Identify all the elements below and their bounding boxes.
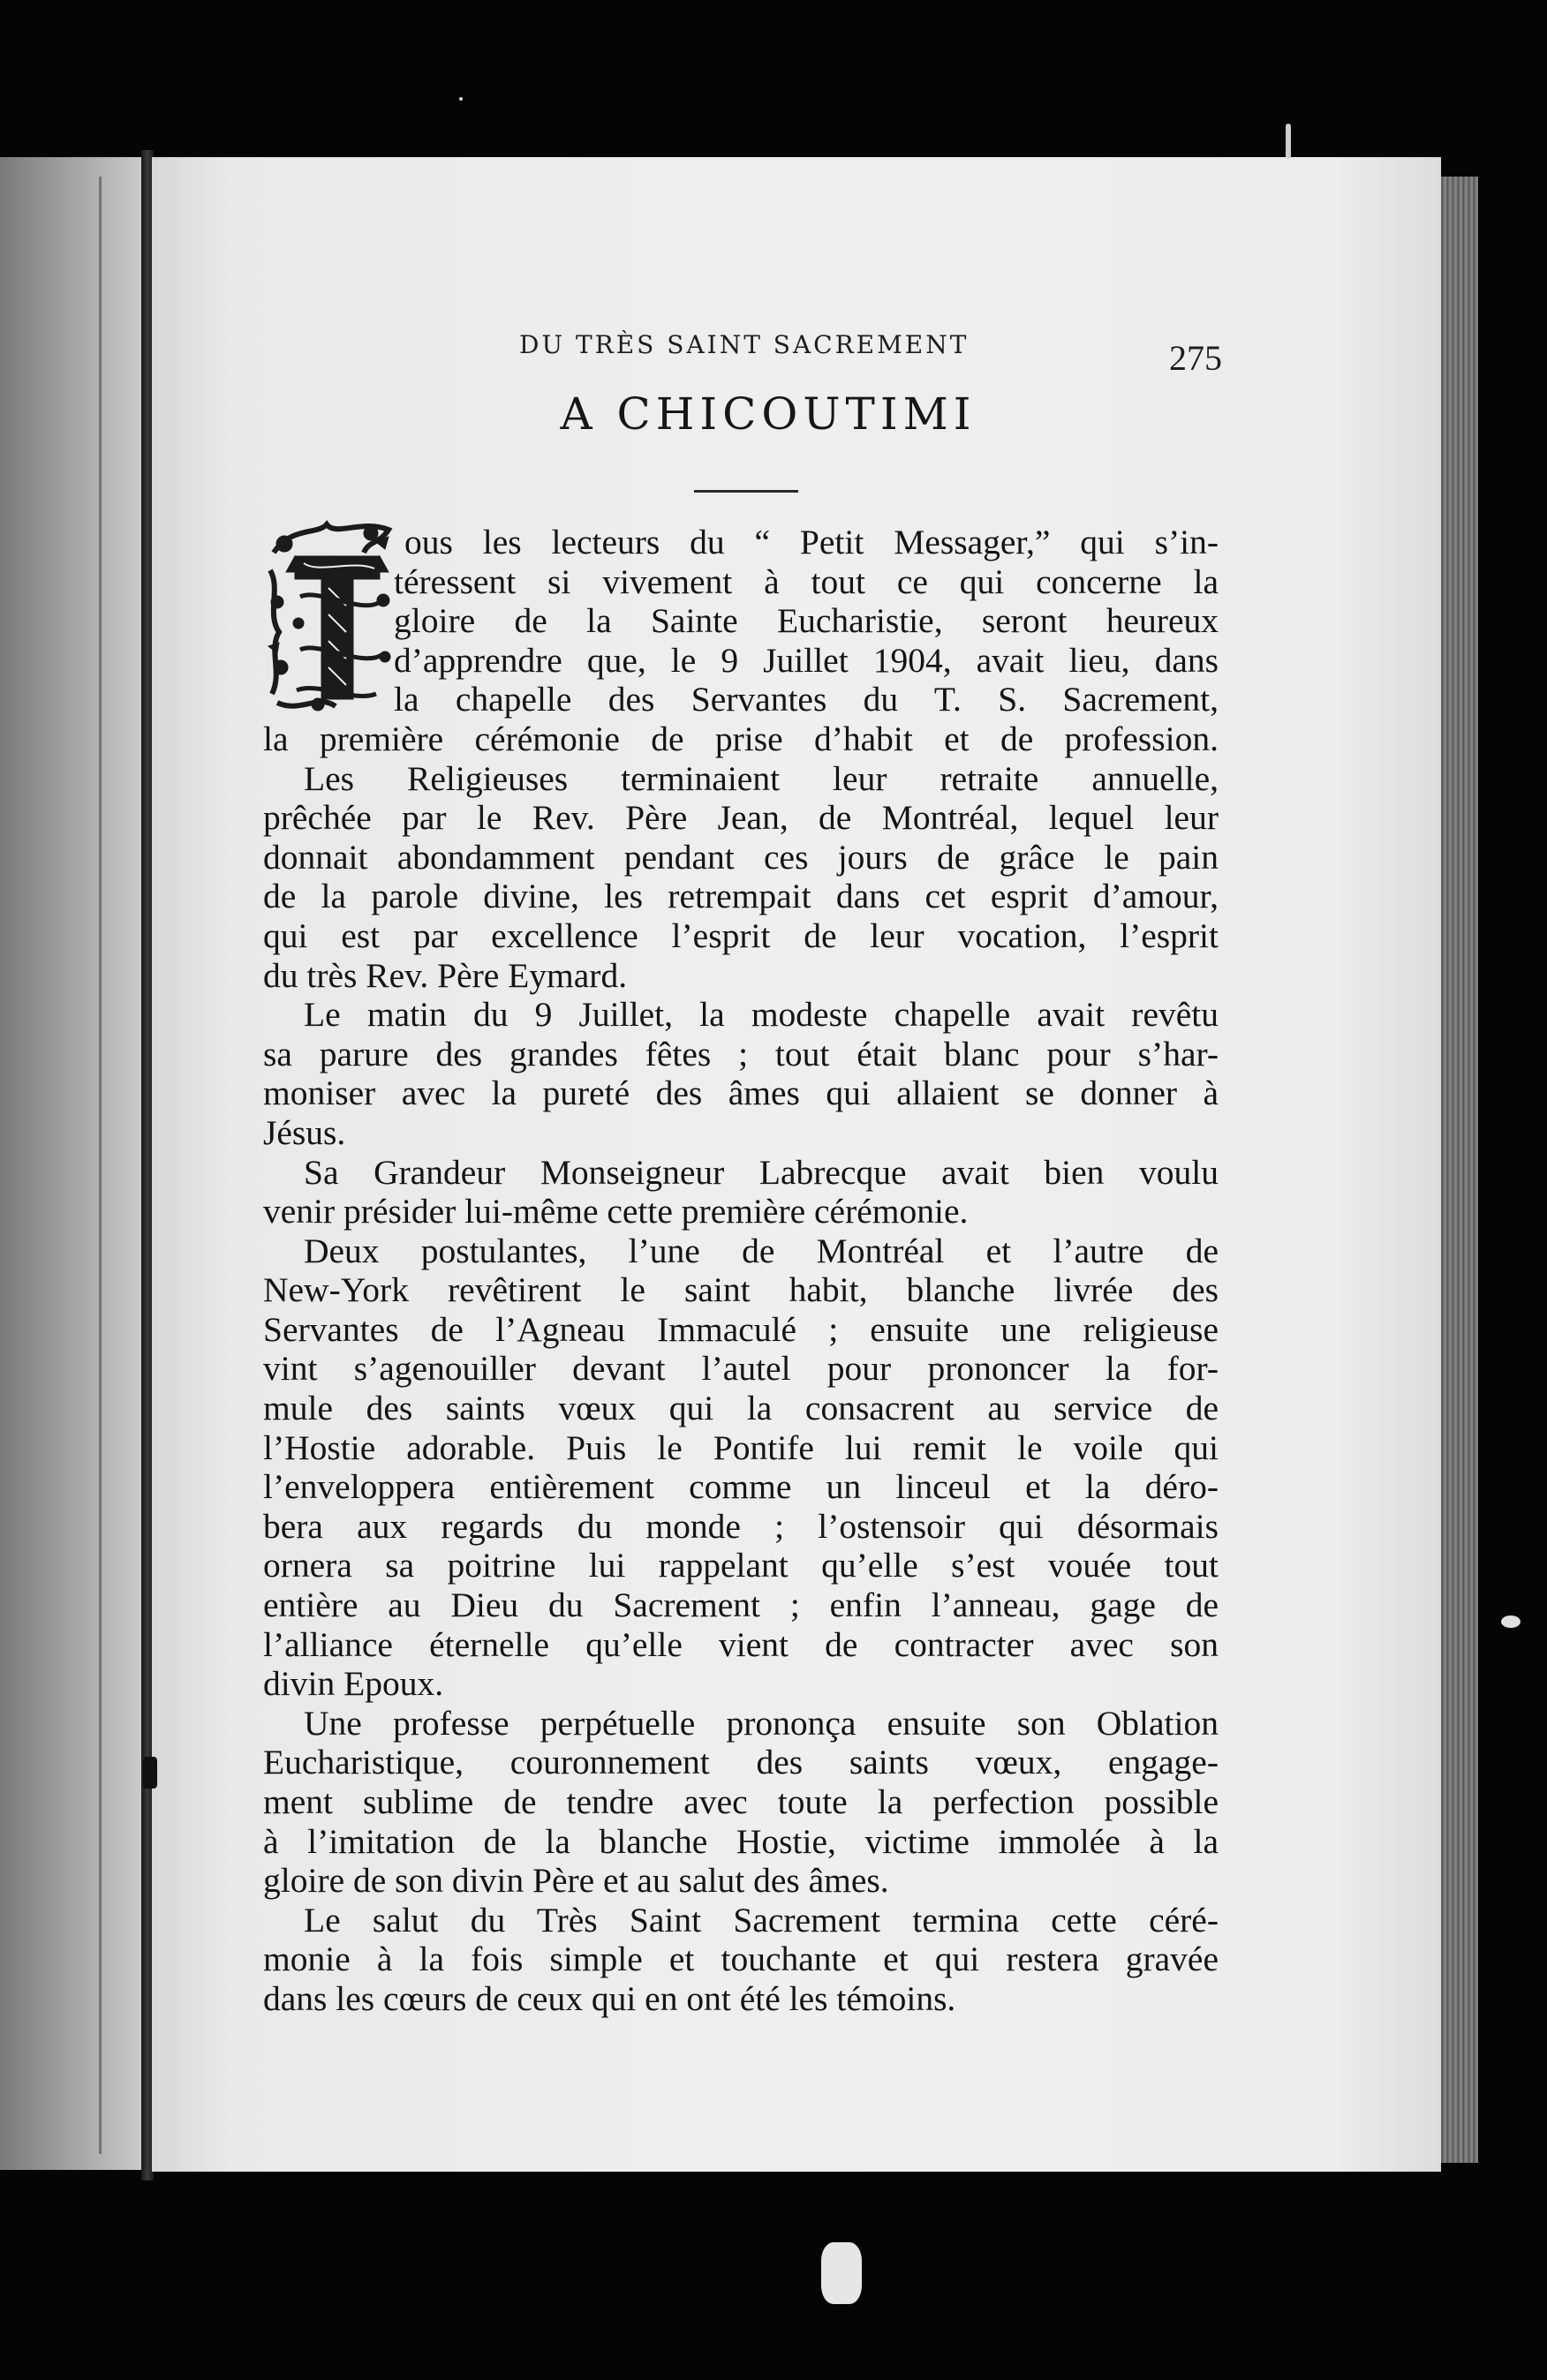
page-stack-edge (1438, 177, 1478, 2163)
paragraph (263, 759, 1219, 996)
text-line: Jésus. (263, 1112, 346, 1152)
text-line: l’alliance éternelle qu’elle vient de contracter avec son (263, 1624, 1219, 1664)
text-line: prêchée par le Rev. Père Jean, de Montréal, lequel leur (263, 798, 1219, 838)
paragraph (263, 1901, 1219, 2019)
text-line: entière au Dieu du Sacrement ; enfin l’anneau, gage de (263, 1585, 1219, 1625)
text-line: mule des saints vœux qui la consacrent au service de (263, 1389, 1219, 1428)
text-line: Une professe perpétuelle prononça ensuite son Oblation (304, 1703, 1219, 1743)
paragraph (263, 1231, 1219, 1704)
text-line: qui est par excellence l’esprit de leur vocation, l’esprit (263, 915, 1219, 955)
text-line: l’Hostie adorable. Puis le Pontife lui remit le voile qui (263, 1427, 1219, 1467)
text-line: Les Religieuses terminaient leur retraite annuelle, (304, 758, 1219, 798)
paragraph (263, 523, 1219, 759)
text-line: la chapelle des Servantes du T. S. Sacrement, (394, 680, 1219, 719)
text-line: Deux postulantes, l’une de Montréal et l’autre de (304, 1231, 1219, 1270)
text-line: du très Rev. Père Eymard. (263, 955, 628, 995)
text-line: Le salut du Très Saint Sacrement termina cette céré- (304, 1900, 1219, 1939)
text-line: gloire de la Sainte Eucharistie, seront heureux (394, 601, 1219, 641)
text-line: ous les lecteurs du “ Petit Messager,” qui s’in- (404, 523, 1219, 561)
text-line: ment sublime de tendre avec toute la perfection possible (263, 1782, 1219, 1821)
article-body (263, 523, 1219, 2019)
text-line: d’apprendre que, le 9 Juillet 1904, avait lieu, dans (394, 640, 1219, 680)
dropcap-letter: T (265, 517, 266, 518)
dust-speck (1501, 1616, 1521, 1628)
page-number: 275 (1169, 338, 1222, 378)
text-line: donnait abondamment pendant ces jours de grâce le pain (263, 837, 1219, 877)
text-line: dans les cœurs de ceux qui en ont été les témoins. (263, 1978, 956, 2018)
left-facing-page-edge (0, 157, 148, 2170)
text-line: l’envelopperа entièrement comme un linceul et la déro- (263, 1467, 1219, 1507)
left-page-fold-line (99, 177, 102, 2154)
text-line: New-York revêtirent le saint habit, blanche livrée des (263, 1270, 1219, 1310)
text-line: ornera sa poitrine lui rappelant qu’elle s’est vouée tout (263, 1546, 1219, 1585)
text-line: divin Epoux. (263, 1664, 444, 1704)
chapter-title: A CHICOUTIMI (560, 388, 977, 440)
text-line: venir présider lui-même cette première cérémonie. (263, 1192, 969, 1231)
text-line: téressent si vivement à tout ce qui concerne la (394, 561, 1219, 601)
text-line: vint s’agenouiller devant l’autel pour prononcer la for- (263, 1349, 1219, 1389)
dust-speck (1286, 124, 1291, 159)
paragraph (263, 995, 1219, 1152)
text-line: Sa Grandeur Monseigneur Labrecque avait bien voulu (304, 1152, 1219, 1192)
text-line: bera aux regards du monde ; l’ostensoir qui désormais (263, 1506, 1219, 1546)
running-head: DU TRÈS SAINT SACREMENT (519, 330, 970, 359)
text-line: Servantes de l’Agneau Immaculé ; ensuite une religieuse (263, 1309, 1219, 1349)
dust-speck (459, 97, 463, 101)
text-line: Eucharistique, couronnement des saints vœux, engage- (263, 1743, 1219, 1782)
text-line: sa parure des grandes fêtes ; tout était blanc pour s’har- (263, 1034, 1219, 1073)
paragraph (263, 1704, 1219, 1901)
text-line: gloire de son divin Père et au salut des âmes. (263, 1861, 889, 1901)
dust-speck (821, 2242, 862, 2304)
text-line: moniser avec la pureté des âmes qui allaient se donner à (263, 1073, 1219, 1113)
text-line: monie à la fois simple et touchante et qui restera gravée (263, 1939, 1219, 1979)
title-divider-rule (694, 490, 798, 493)
text-line: à l’imitation de la blanche Hostie, victime immolée à la (263, 1821, 1219, 1861)
text-line: de la parole divine, les retrempait dans cet esprit d’amour, (263, 877, 1219, 916)
paragraph (263, 1153, 1219, 1231)
text-line: Le matin du 9 Juillet, la modeste chapelle avait revêtu (304, 995, 1219, 1035)
text-line: la première cérémonie de prise d’habit et de profession. (263, 719, 1219, 758)
binding-mark (143, 1757, 157, 1789)
